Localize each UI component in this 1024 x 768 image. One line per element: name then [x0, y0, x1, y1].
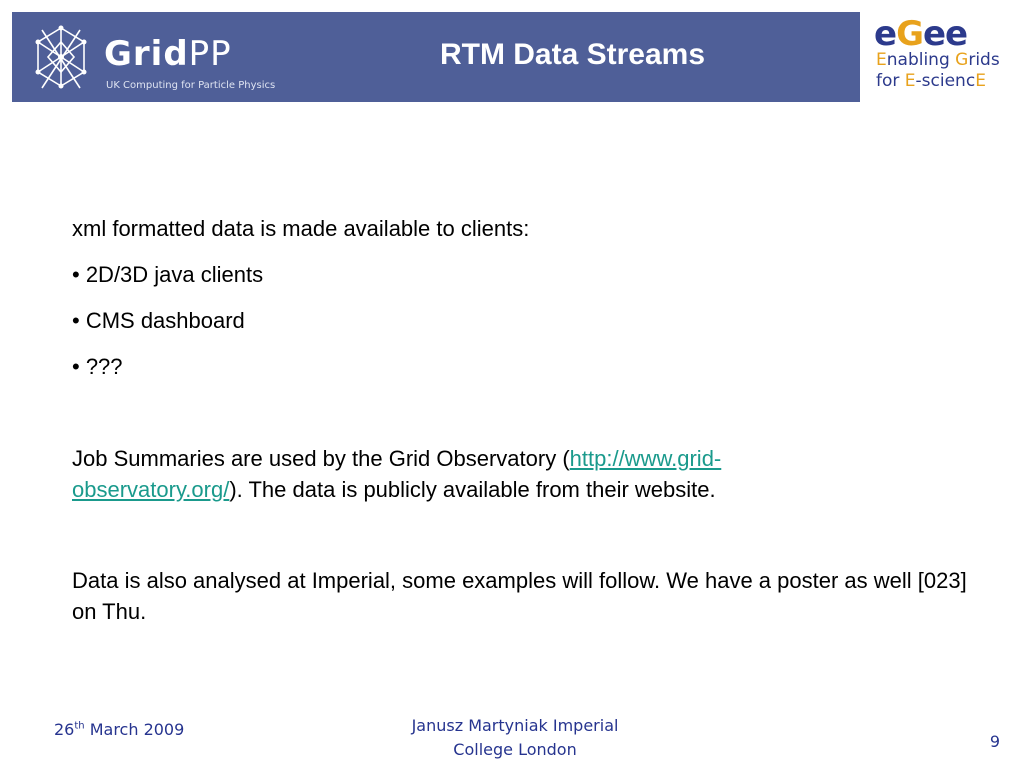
- gridpp-logo: [30, 22, 280, 97]
- footer-date: 26th March 2009: [54, 720, 185, 739]
- bullet-cms-dashboard: • CMS dashboard: [72, 308, 245, 333]
- bullet-java-clients: • 2D/3D java clients: [72, 262, 264, 287]
- job-summary-text-end: ). The data is publicly available from their website.: [229, 477, 716, 502]
- job-summary-text: Job Summaries are used by the Grid Observatory (: [72, 446, 570, 471]
- analysis-paragraph: Data is also analysed at Imperial, some examples will follow. We have a poster as well [023] on Thu.: [72, 568, 967, 624]
- grid-observatory-link[interactable]: http://www.grid-observatory.org/: [72, 446, 722, 502]
- egee-tagline: Enabling Grids for E-sciencE: [876, 50, 1000, 91]
- footer-author: Janusz Martyniak Imperial College London: [411, 716, 619, 759]
- gridpp-wordmark: GridPP: [104, 34, 232, 74]
- page-number: 9: [989, 732, 1000, 751]
- egee-wordmark: eGee: [874, 14, 968, 54]
- header-banner: [12, 12, 1012, 102]
- bullet-unknown: • ???: [72, 354, 123, 379]
- gridpp-tagline: UK Computing for Particle Physics: [106, 80, 276, 91]
- gridpp-network-icon: [30, 22, 92, 94]
- slide-title: RTM Data Streams: [439, 38, 706, 71]
- intro-text: xml formatted data is made available to clients:: [72, 216, 530, 241]
- job-summary-paragraph: [72, 443, 832, 505]
- egee-logo: [858, 12, 1012, 102]
